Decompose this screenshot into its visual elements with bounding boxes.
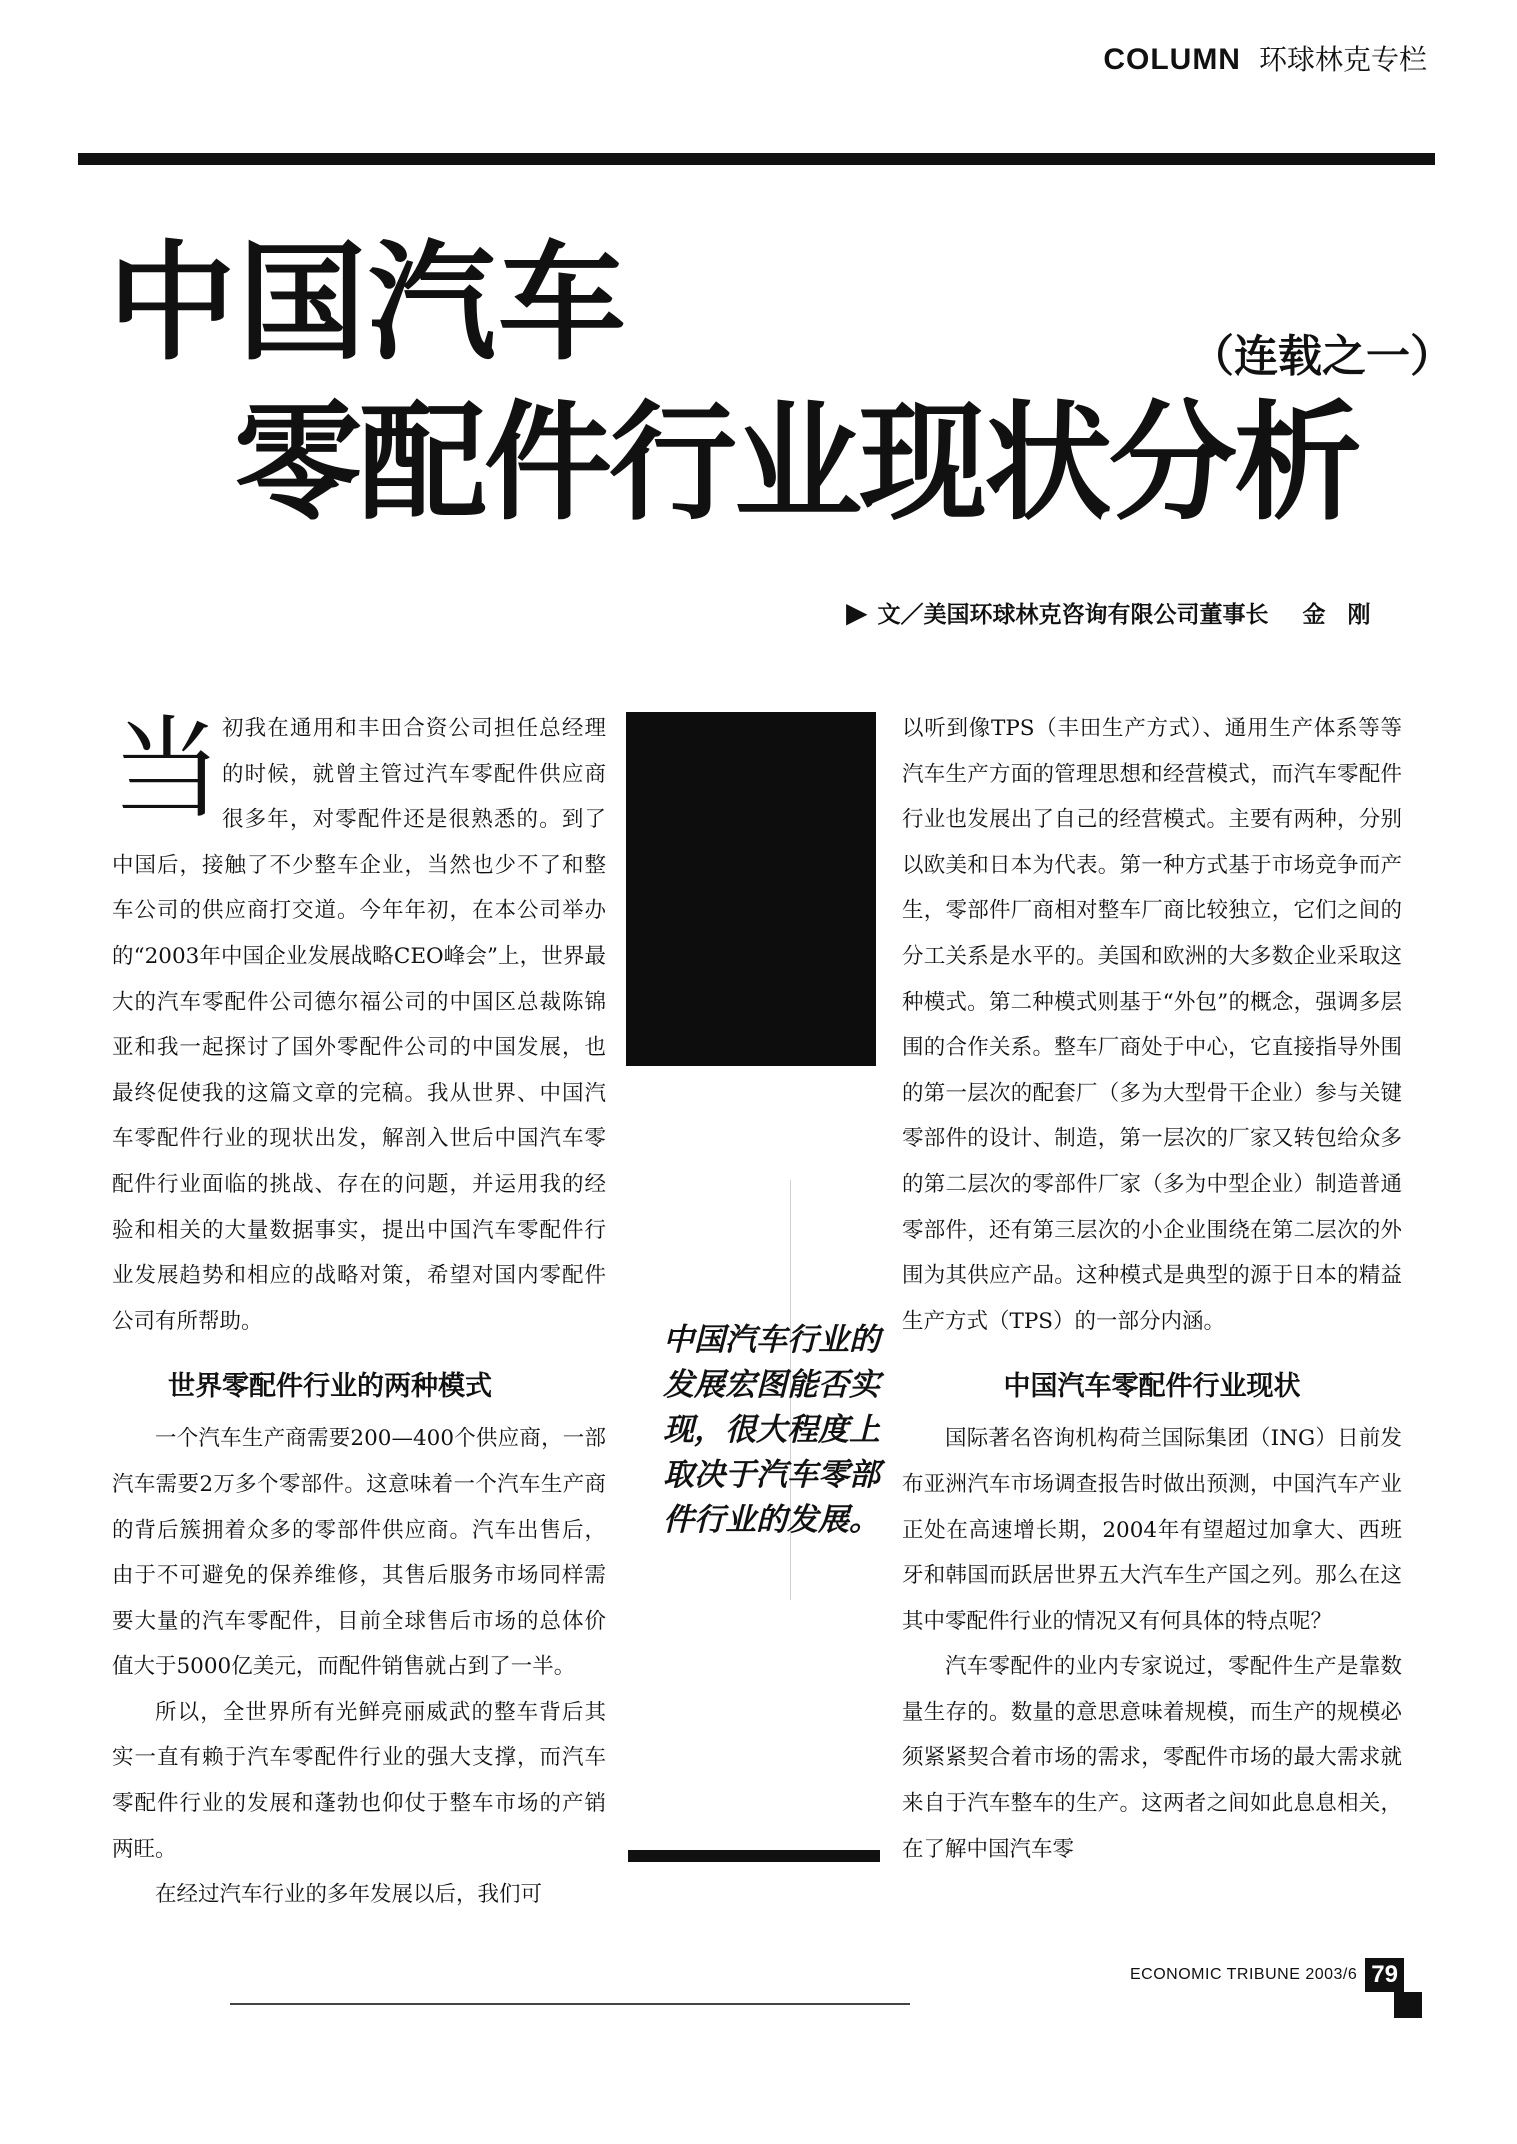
column-label-cn: 环球林克专栏 — [1258, 43, 1427, 76]
triangle-icon: ▶ — [846, 596, 868, 629]
body-paragraph: 所以，全世界所有光鲜亮丽威武的整车背后其实一直有赖于汽车零配件行业的强大支撑，而汽车零配件行业的发展和蓬勃也仰仗于整车市场的产销两旺。 — [112, 1699, 606, 1862]
page-number: 79 — [1365, 1958, 1404, 1992]
column-left — [112, 706, 606, 1918]
section-heading-1: 世界零配件行业的两种模式 — [168, 1371, 492, 1403]
page-footer — [1130, 1958, 1404, 1992]
bottom-rule — [230, 2003, 910, 2005]
pull-quote: 中国汽车行业的发展宏图能否实现，很大程度上取决于汽车零部件行业的发展。 — [663, 1322, 880, 1538]
body-paragraph: 汽车零配件的业内专家说过，零配件生产是靠数量生存的。数量的意思意味着规模，而生产的规模必须紧紧契合着市场的需求，零配件市场的最大需求就来自于汽车整车的生产。这两者之间如此息息相关，在了解中国汽车零 — [902, 1654, 1402, 1862]
title-line-2: 零配件行业现状分析 — [234, 389, 1360, 538]
title-line-1: 中国汽车 — [108, 229, 629, 378]
column-right — [902, 706, 1402, 1872]
column-label: COLUMN — [1103, 43, 1241, 76]
intro-paragraph — [112, 706, 606, 1344]
top-rule — [78, 153, 1435, 165]
serial-label: （连载之一） — [1190, 331, 1454, 382]
byline-text: 文／美国环球林克咨询有限公司董事长 — [877, 602, 1269, 628]
body-paragraph: 在经过汽车行业的多年发展以后，我们可 — [155, 1882, 543, 1908]
body-paragraph: 以听到像TPS（丰田生产方式）、通用生产体系等等汽车生产方面的管理思想和经营模式，而汽车零配件行业也发展出了自己的经营模式。主要有两种，分别以欧美和日本为代表。第一种方式基于市场竞争而产生，零部件厂商相对整车厂商比较独立，它们之间的分工关系是水平的。美国和欧洲的大多数企业采取这种模式。第二种模式则基于“外包”的概念，强调多层围的合作关系。整车厂商处于中心，它直接指导外围的第一层次的配套厂（多为大型骨干企业）参与关键零部件的设计、制造，第一层次的厂家又转包给众多的第二层次的零部件厂家（多为中型企业）制造普通零部件，还有第三层次的小企业围绕在第二层次的外围为其供应产品。这种模式是典型的源于日本的精益生产方式（TPS）的一部分内涵。 — [902, 716, 1402, 1334]
drop-cap: 当 — [112, 705, 222, 833]
byline — [846, 596, 1393, 629]
journal-name: ECONOMIC TRIBUNE 2003/6 — [1130, 1966, 1358, 1983]
article-photo — [626, 712, 876, 1066]
pull-quote-rule — [628, 1850, 880, 1862]
page-number-tab — [1394, 1992, 1422, 2018]
section-heading-2: 中国汽车零配件行业现状 — [1003, 1371, 1301, 1403]
body-paragraph: 国际著名咨询机构荷兰国际集团（ING）日前发布亚洲汽车市场调查报告时做出预测，中国汽车产业正处在高速增长期，2004年有望超过加拿大、西班牙和韩国而跃居世界五大汽车生产国之列。那么在这其中零配件行业的情况又有何具体的特点呢？ — [902, 1426, 1402, 1634]
author-name: 金刚 — [1302, 602, 1393, 628]
intro-text: 初我在通用和丰田合资公司担任总经理的时候，就曾主管过汽车零配件供应商很多年，对零配件还是很熟悉的。到了中国后，接触了不少整车企业，当然也少不了和整车公司的供应商打交道。今年年初，在本公司举办的“2003年中国企业发展战略CEO峰会”上，世界最大的汽车零配件公司德尔福公司的中国区总裁陈锦亚和我一起探讨了国外零配件公司的中国发展，也最终促使我的这篇文章的完稿。我从世界、中国汽车零配件行业的现状出发，解剖入世后中国汽车零配件行业面临的挑战、存在的问题，并运用我的经验和相关的大量数据事实，提出中国汽车零配件行业发展趋势和相应的战略对策，希望对国内零配件公司有所帮助。 — [112, 716, 606, 1334]
body-paragraph: 一个汽车生产商需要200—400个供应商，一部汽车需要2万多个零部件。这意味着一个汽车生产商的背后簇拥着众多的零部件供应商。汽车出售后，由于不可避免的保养维修，其售后服务市场同样需要大量的汽车零配件，目前全球售后市场的总体价值大于5000亿美元，而配件销售就占到了一半。 — [112, 1426, 606, 1680]
column-header — [1103, 38, 1427, 78]
